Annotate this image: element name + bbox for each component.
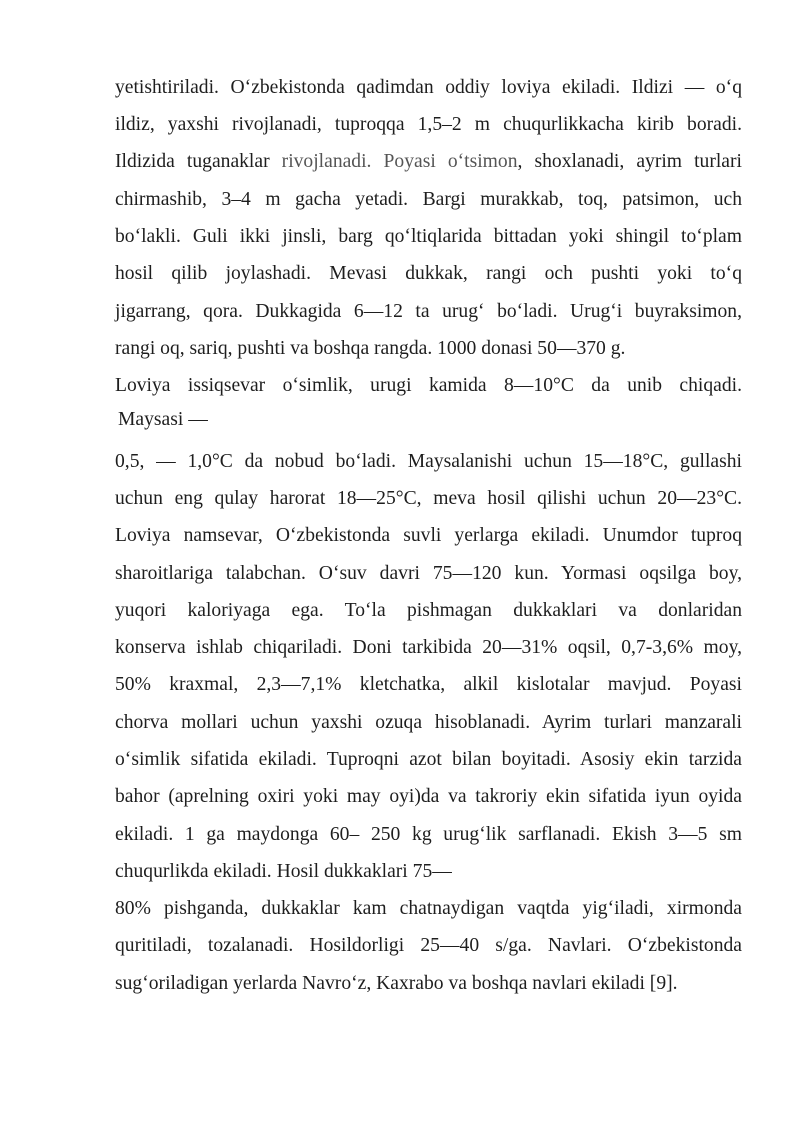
text-line-21: ekiladi. 1 ga maydonga 60– 250 kg urug‘lik sarflanadi. Ekish 3—5 sm [115,824,742,845]
text-line-1: yetishtiriladi. O‘zbekistonda qadimdan oddiy loviya ekiladi. Ildizi — o‘q [115,77,742,98]
text-line-20: bahor (aprelning oxiri yoki may oyi)da va takroriy ekin sifatida iyun oyida [115,786,742,807]
text-line-24: quritiladi, tozalanadi. Hosildorligi 25—40 s/ga. Navlari. O‘zbekistonda [115,935,742,956]
text-line-25: sug‘oriladigan yerlarda Navro‘z, Kaxrabo va boshqa navlari ekiladi [9]. [115,973,678,994]
text-line-4: chirmashib, 3–4 m gacha yetadi. Bargi murakkab, toq, patsimon, uch [115,189,742,210]
text-line-18: chorva mollari uchun yaxshi ozuqa hisoblanadi. Ayrim turlari manzarali [115,712,742,733]
text-line-7: jigarrang, qora. Dukkagida 6—12 ta urug‘ bo‘ladi. Urug‘i buyraksimon, [115,301,742,322]
text-line-13: Loviya namsevar, O‘zbekistonda suvli yerlarga ekiladi. Unumdor tuproq [115,525,742,546]
text-line-3-part-a: Ildizida tuganaklar [115,151,282,172]
text-line-22: chuqurlikda ekiladi. Hosil dukkaklari 75— [115,861,452,882]
text-line-8: rangi oq, sariq, pushti va boshqa rangda. 1000 donasi 50—370 g. [115,338,626,359]
text-line-19: o‘simlik sifatida ekiladi. Tuproqni azot bilan boyitadi. Asosiy ekin tarzida [115,749,742,770]
text-line-17: 50% kraxmal, 2,3—7,1% kletchatka, alkil kislotalar mavjud. Poyasi [115,674,742,695]
text-line-3 [115,150,742,174]
text-line-9: Loviya issiqsevar o‘simlik, urugi kamida 8—10°C da unib chiqadi. [115,375,742,396]
text-line-12: uchun eng qulay harorat 18—25°C, meva hosil qilishi uchun 20—23°C. [115,488,742,509]
text-line-16: konserva ishlab chiqariladi. Doni tarkibida 20—31% oqsil, 0,7-3,6% moy, [115,637,742,658]
text-line-3-part-b: rivojlanadi. Poyasi o‘tsimon [281,151,518,172]
text-line-15: yuqori kaloriyaga ega. To‘la pishmagan dukkaklari va donlaridan [115,600,742,621]
text-line-6: hosil qilib joylashadi. Mevasi dukkak, rangi och pushti yoki to‘q [115,263,742,284]
text-line-3-part-c: , shoxlanadi, ayrim turlari [517,151,742,172]
text-line-23: 80% pishganda, dukkaklar kam chatnaydigan vaqtda yig‘iladi, xirmonda [115,898,742,919]
text-line-5: bo‘lakli. Guli ikki jinsli, barg qo‘ltiqlarida bittadan yoki shingil to‘plam [115,226,742,247]
text-line-10: Maysasi — [118,409,208,430]
text-line-11: 0,5, — 1,0°C da nobud bo‘ladi. Maysalanishi uchun 15—18°C, gullashi [115,451,742,472]
text-line-2: ildiz, yaxshi rivojlanadi, tuproqqa 1,5–2 m chuqurlikkacha kirib boradi. [115,114,742,135]
text-line-14: sharoitlariga talabchan. O‘suv davri 75—120 kun. Yormasi oqsilga boy, [115,563,742,584]
